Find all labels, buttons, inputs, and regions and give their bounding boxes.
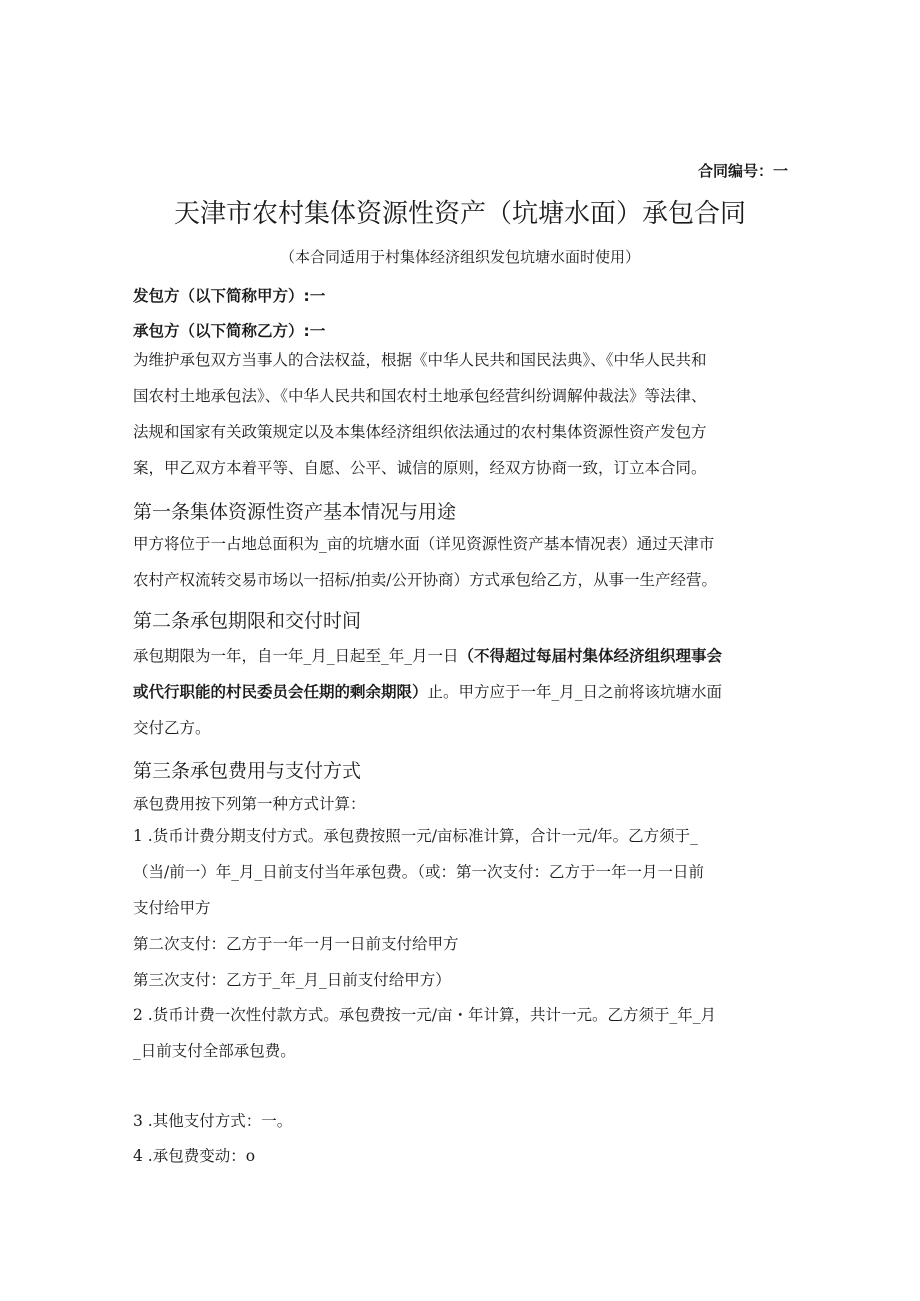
article3-item3 [133,1103,789,1139]
article3-item2-line: 2 .货币计费一次性付款方式。承包费按一元/亩・年计算，共计一元。乙方须于_年_月 [133,1006,716,1024]
preamble-line: 法规和国家有关政策规定以及本集体经济组织依法通过的农村集体资源性资产发包方 [133,423,707,441]
article3-heading: 第三条承包费用与支付方式 [133,760,362,782]
article3-item1 [133,818,789,998]
article3-item1-line: （当/前一）年_月_日前支付当年承包费。（或：第一次支付：乙方于一年一月一日前 [133,863,704,881]
article3-intro [133,786,789,822]
article3-item2 [133,997,789,1069]
document-subtitle: （本合同适用于村集体经济组织发包坑塘水面时使用） [279,248,640,266]
article3-item4 [133,1138,789,1174]
article2-heading: 第二条承包期限和交付时间 [133,610,362,632]
article3-payment3: 第三次支付：乙方于_年_月_日前支付给甲方） [133,971,451,989]
article2-body [133,638,789,746]
article3-item2-line: _日前支付全部承包费。 [133,1042,296,1060]
preamble-line: 案，甲乙双方本着平等、自愿、公平、诚信的原则，经双方协商一致，订立本合同。 [133,459,707,477]
preamble-line: 为维护承包双方当事人的合法权益，根据《中华人民共和国民法典》、《中华人民共和 [133,351,707,369]
preamble-line: 国农村土地承包法》、《中华人民共和国农村土地承包经营纠纷调解仲裁法》等法律、 [133,387,707,405]
article2-term-note-cont: 或代行职能的村民委员会任期的剩余期限） [133,683,428,701]
article3-payment2: 第二次支付：乙方于一年一月一日前支付给甲方 [133,935,459,953]
document-title: 天津市农村集体资源性资产（坑塘水面）承包合同 [173,199,746,229]
article2-term-note: （不得超过每届村集体经济组织理事会 [458,647,723,665]
article2-delivery-text: 止。甲方应于一年_月_日之前将该坑塘水面 [427,683,723,701]
article1-heading: 第一条集体资源性资产基本情况与用途 [133,501,457,523]
party-b: 承包方（以下简称乙方）:一 [133,322,326,340]
article2-term-text: 承包期限为一年，自一年_月_日起至_年_月一日 [133,647,459,665]
article3-item1-line: 支付给甲方 [133,899,211,917]
article3-item4-line: 4 .承包费变动：o [133,1147,256,1165]
article3-intro-line: 承包费用按下列第一种方式计算： [133,795,366,813]
article2-line [133,674,789,710]
article3-item1-line: 1 .货币计费分期支付方式。承包费按照一元/亩标准计算，合计一元/年。乙方须于_ [133,827,698,845]
article1-line: 甲方将位于一占地总面积为_亩的坑塘水面（详见资源性资产基本情况表）通过天津市 [133,535,715,553]
article2-line [133,638,789,674]
preamble [133,342,789,486]
article1-body [133,526,789,598]
party-a: 发包方（以下简称甲方）:一 [133,287,326,305]
article2-line: 交付乙方。 [133,719,211,737]
contract-number: 合同编号：一 [697,162,788,180]
article1-line: 农村产权流转交易市场以一招标/拍卖/公开协商）方式承包给乙方，从事一生产经营。 [133,571,717,589]
article3-item3-line: 3 .其他支付方式：一。 [133,1112,293,1130]
